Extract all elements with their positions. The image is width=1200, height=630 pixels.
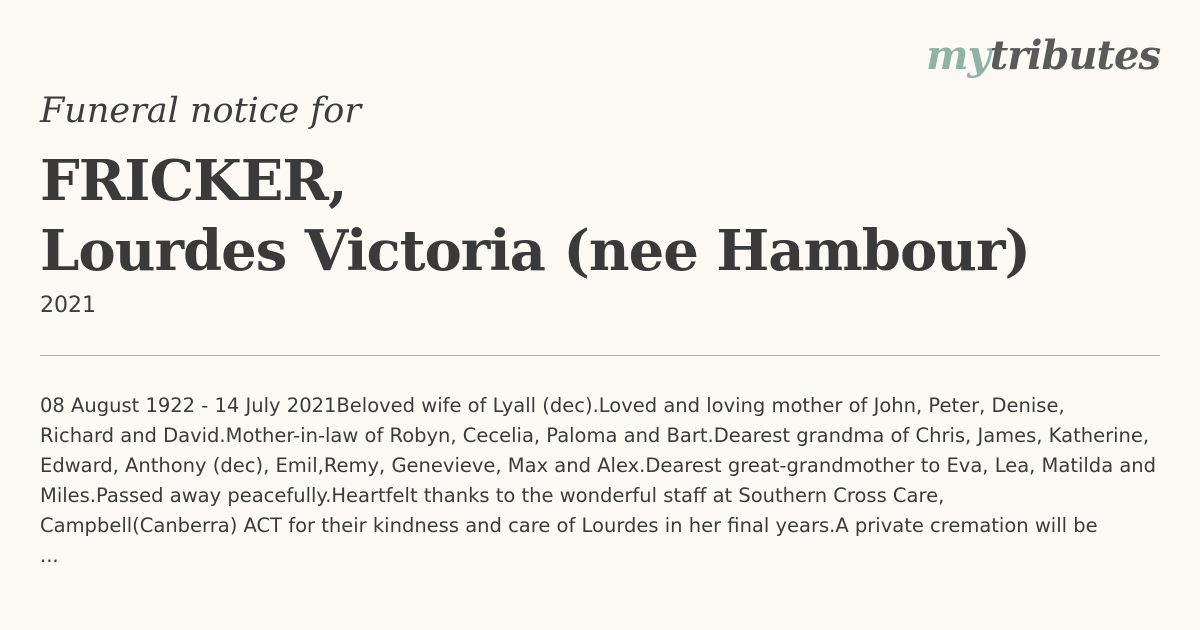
notice-body-line: Richard and David.Mother-in-law of Robyn, Cecelia, Paloma and Bart.Dearest grandma of Chris, James, Katherine, <box>40 424 1150 447</box>
name-given: Lourdes Victoria (nee Hambour) <box>40 218 1031 284</box>
notice-body-line: 08 August 1922 - 14 July 2021Beloved wife of Lyall (dec).Loved and loving mother of John, Peter, Denise, <box>40 394 1065 417</box>
notice-body-ellipsis: ... <box>40 544 59 567</box>
notice-body-line: Miles.Passed away peacefully.Heartfelt thanks to the wonderful staff at Southern Cross Care, <box>40 484 945 507</box>
notice-body-line: Edward, Anthony (dec), Emil,Remy, Genevieve, Max and Alex.Dearest great-grandmother to Eva, Lea, Matilda and <box>40 454 1157 477</box>
deceased-name <box>40 146 1030 286</box>
name-surname: FRICKER, <box>40 148 347 214</box>
mytributes-logo[interactable] <box>926 32 1160 79</box>
logo-my: my <box>926 32 990 79</box>
notice-kicker: Funeral notice for <box>40 91 362 131</box>
divider <box>40 355 1160 356</box>
notice-year: 2021 <box>40 293 96 318</box>
notice-body-line: Campbell(Canberra) ACT for their kindness and care of Lourdes in her final years.A private cremation will be <box>40 514 1098 537</box>
logo-tributes: tributes <box>989 32 1160 79</box>
notice-body <box>40 391 1180 571</box>
